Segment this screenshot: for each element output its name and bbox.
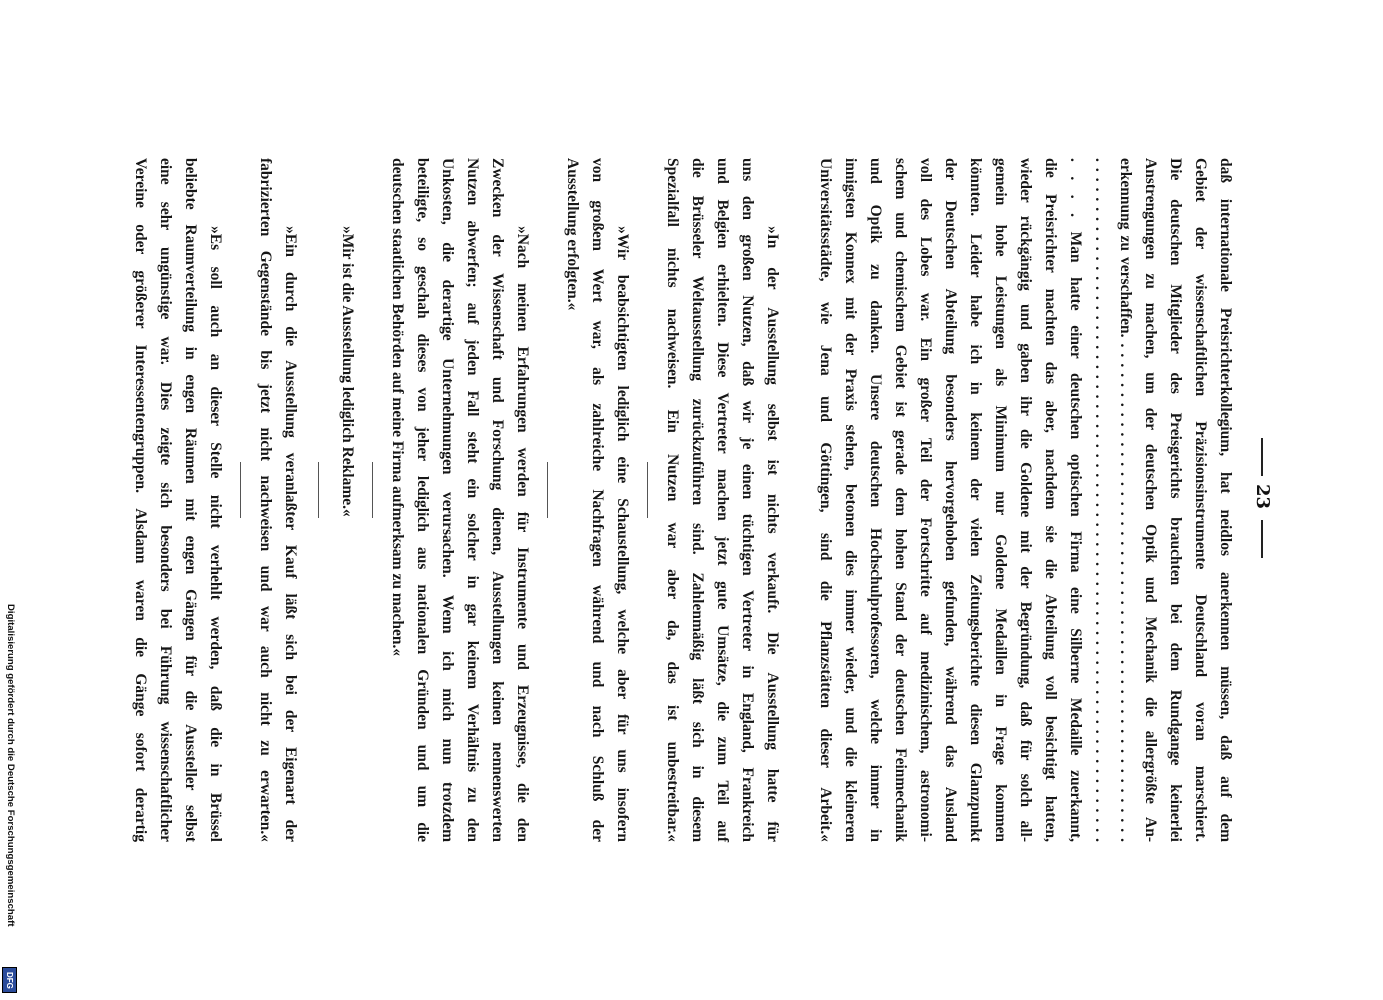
folio-rule-after (1261, 520, 1263, 558)
text-line: Gebiet der wissenschaftlichen Präzisionsinstrumente Deutschland voran marschiert. (1192, 158, 1209, 842)
text-line: eine sehr ungünstige war. Dies zeigte sich besonders bei Führung wissenschaftlicher (157, 158, 174, 842)
section-divider (635, 158, 660, 842)
text-line: Anstrengungen zu machen, um der deutschen Optik und Mechanik die allergrößte An- (1142, 158, 1159, 842)
paragraph (335, 158, 360, 842)
text-line: fabrizierten Gegenstände bis jetzt nicht nachweisen und war auch nicht zu erwarten.« (257, 158, 274, 842)
text-line: könnten. Leider habe ich in keinem der vielen Zeitungsberichte diesen Glanzpunkt (967, 158, 984, 842)
text-line: »Ein durch die Ausstellung veranlaßter Kauf läßt sich bei der Eigenart der (282, 226, 299, 842)
paragraph (813, 158, 1088, 842)
text-line: Spezialfall nichts nachweisen. Ein Nutzen war aber da, das ist unbestreitbar.« (664, 158, 681, 842)
text-line: erkennung zu verschaffen. . . . . . . . . . . . . . . . . . . . . . . . . . . . . . . . . . . . . . . . . . . . . . . . . . . . (1117, 158, 1134, 842)
dfg-logo: DFG (2, 967, 17, 993)
text-line: Nutzen abwerfen; auf jeden Fall steht ein solcher in gar keinem Verhältnis zu den (464, 158, 481, 842)
text-line: und Belgien erhielten. Diese Vertreter machen jetzt gute Umsätze, die zum Teil auf (714, 158, 731, 842)
text-line: die Brüsseler Weltausstellung zurückzuführen sind. Zahlenmäßig läßt sich in diesem (689, 158, 706, 842)
text-line: uns den großen Nutzen, daß wir je einen tüchtigen Vertreter in England, Frankreich (739, 158, 756, 842)
text-line: »In der Ausstellung selbst ist nichts verkauft. Die Ausstellung hatte für (764, 226, 781, 842)
section-divider (303, 158, 335, 842)
text-line: von großem Wert war, als zahlreiche Nachfragen während und nach Schluß der (589, 158, 606, 842)
text-line: Ausstellung erfolgten.« (564, 158, 581, 311)
text-line: »Wir beabsichtigten lediglich eine Schaustellung, welche aber für uns insofern (614, 226, 631, 842)
text-line: innigsten Konnex mit der Praxis stehen, betonen dies immer wieder, und die kleineren (842, 158, 859, 842)
text-line: beliebte Raumverteilung in engen Räumen mit engen Gängen für die Aussteller selbst (182, 158, 199, 842)
section-divider (535, 158, 560, 842)
text-line: daß internationale Preisrichterkollegium, hat neidlos anerkennen müssen, daß auf dem (1217, 158, 1234, 842)
paragraph (1113, 158, 1238, 842)
body-text (110, 158, 1238, 842)
text-line: deutschen staatlichen Behörden auf meine Firma aufmerksam zu machen.« (389, 158, 406, 657)
folio-rule-before (1261, 438, 1263, 476)
page-number: 23 (1252, 484, 1273, 510)
page-number-header (1250, 432, 1274, 562)
paragraph (660, 158, 785, 842)
divider-rule (318, 462, 319, 518)
text-line: gemein hohe Leistungen als Minimum nur Goldene Medaillen in Frage kommen (992, 158, 1009, 842)
divider-rule (240, 462, 241, 518)
text-line: wieder rückgängig und gaben ihr die Goldene mit der Begründung, daß für solch all- (1017, 158, 1034, 842)
text-line: Vereine oder größerer Interessentengruppen. Alsdann waren die Gänge sofort derartig (132, 158, 149, 842)
divider-rule (547, 462, 548, 518)
paragraph (385, 158, 535, 842)
section-divider (360, 158, 385, 842)
digitization-credit: Digitalisierung gefördert durch die Deutsche Forschungsgemeinschaft (5, 604, 16, 927)
text-line: Universitätsstädte, wie Jena und Göttingen, sind die Pflanzstätten dieser Arbeit.« (817, 158, 834, 842)
text-line: Die deutschen Mitglieder des Preisgerichts brauchten bei dem Rundgange keinerlei (1167, 158, 1184, 842)
text-line: »Es soll auch an dieser Stelle nicht verhehlt werden, daß die in Brüssel (207, 226, 224, 842)
text-line: Unkosten, die derartige Unternehmungen verursachen. Wenn ich mich nun trotzdem (439, 158, 456, 842)
text-line: voll des Lobes war. Ein großer Teil der Fortschritte auf medizinischem, astronomi- (917, 158, 934, 842)
text-line: »Nach meinen Erfahrungen werden für Instrumente und Erzeugnisse, die den (514, 226, 531, 842)
paragraph (128, 158, 228, 842)
divider-rule (647, 462, 648, 518)
text-line: der Deutschen Abteilung besonders hervorgehoben gefunden, während das Ausland (942, 158, 959, 842)
text-line: »Mir ist die Ausstellung lediglich Reklame.« (339, 226, 356, 517)
text-line: beteiligte, so geschah dieses von jeher lediglich aus nationalen Gründen und um die (414, 158, 431, 842)
text-line: Zwecken der Wissenschaft und Forschung dienen, Ausstellungen keinen nennenswerten (489, 158, 506, 842)
divider-rule (372, 462, 373, 518)
paragraph (560, 158, 635, 842)
paragraph (253, 158, 303, 842)
text-line: . . . . Man hatte einer deutschen optischen Firma eine Silberne Medaille zuerkannt, (1067, 158, 1084, 842)
section-divider (228, 158, 253, 842)
text-line: schem und chemischem Gebiet ist gerade dem hohen Stand der deutschen Feinmechanik (892, 158, 909, 842)
text-line: die Preisrichter machten das aber, nachdem sie die Abteilung voll besichtigt hatten, (1042, 158, 1059, 842)
text-line: und Optik zu danken. Unsere deutschen Hochschulprofessoren, welche immer in (867, 158, 884, 842)
dotted-rule: . . . . . . . . . . . . . . . . . . . . . . . . . . . . . . . . . . . . . . . . . . . . . . . . . . . . . . . . . . . . . . . . . . . . . . (1092, 158, 1109, 842)
